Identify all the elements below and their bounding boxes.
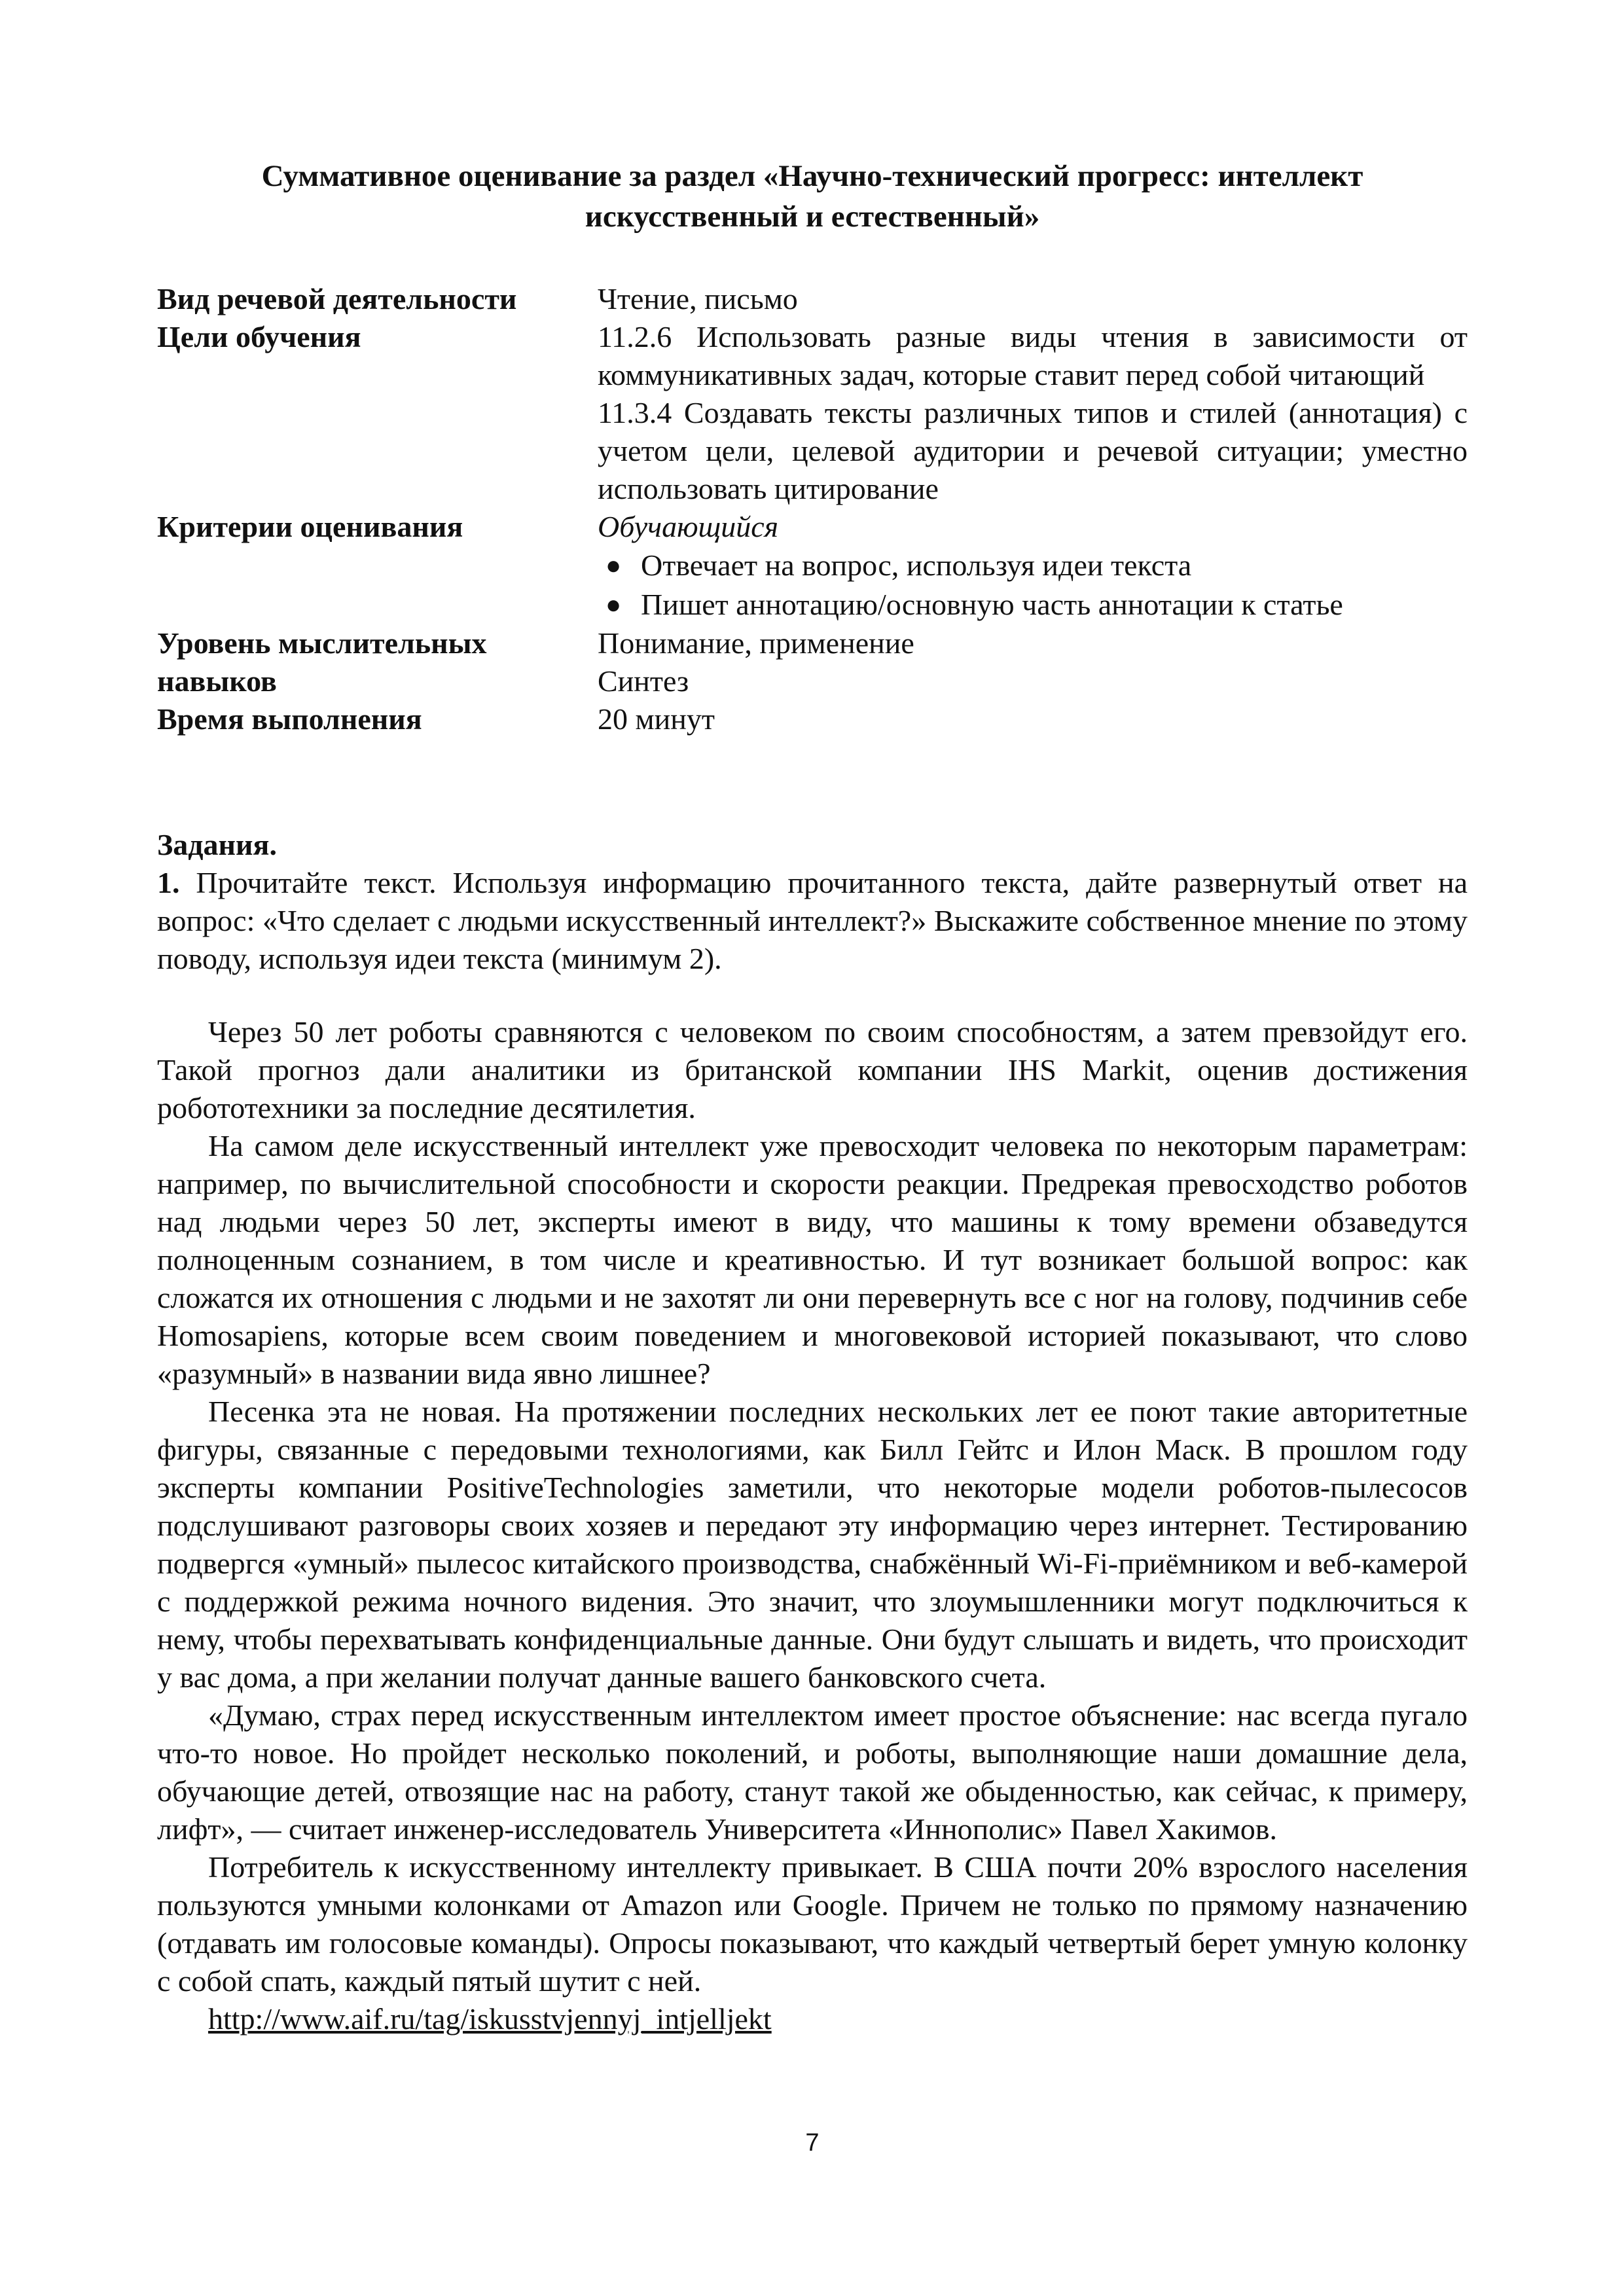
assessment-info-table <box>157 280 1468 738</box>
criteria-item-2: Пишет аннотацию/основную часть аннотации к статье <box>641 588 1343 621</box>
title-line-1: Суммативное оценивание за раздел «Научно-технический прогресс: интеллект <box>261 159 1363 193</box>
article-paragraph-4: «Думаю, страх перед искусственным интеллектом имеет простое объяснение: нас всегда пугало что-то новое. Но пройдет несколько поколений, и роботы, выполняющие наши домашние дела, обучающие детей, отвозящие нас на работу, станут такой же обыденностью, как сейчас, к примеру, лифт», — считает инженер-исследователь Университета «Иннополис» Павел Хакимов. <box>157 1698 1468 1846</box>
criteria-list <box>598 546 1468 624</box>
activity-value: Чтение, письмо <box>598 282 798 315</box>
article-paragraph-1: Через 50 лет роботы сравняются с человеком по своим способностям, а затем превзойдут его. Такой прогноз дали аналитики из британской компании IHS Markit, оценив достижения робототехники за последние десятилетия. <box>157 1015 1468 1124</box>
criteria-row <box>157 508 1468 624</box>
goals-row <box>157 318 1468 508</box>
skills-value-1: Понимание, применение <box>598 626 914 660</box>
skills-value <box>598 624 1468 700</box>
title-line-2: искусственный и естественный» <box>585 200 1040 234</box>
activity-label: Вид речевой деятельности <box>157 282 517 315</box>
bullet-icon: ● <box>605 550 622 580</box>
bullet-icon: ● <box>605 590 622 619</box>
criteria-item-1: Отвечает на вопрос, используя идеи текста <box>641 548 1192 582</box>
tasks-section <box>157 826 1468 978</box>
task-1-number: 1. <box>157 866 180 899</box>
time-label: Время выполнения <box>157 702 422 736</box>
criteria-value <box>598 508 1468 624</box>
article-paragraph-5: Потребитель к искусственному интеллекту привыкает. В США почти 20% взрослого населения пользуются умными колонками от Amazon или Google. Причем не только по прямому назначению (отдавать им голосовые команды). Опросы показывают, что каждый четвертый берет умную колонку с собой спать, каждый пятый шутит с ней. <box>157 1850 1468 1998</box>
criteria-subject: Обучающийся <box>598 510 779 543</box>
skills-row <box>157 624 1468 700</box>
article-paragraph-3: Песенка эта не новая. На протяжении последних нескольких лет ее поют такие авторитетные фигуры, связанные с передовыми технологиями, как Билл Гейтс и Илон Маск. В прошлом году эксперты компании PositiveTechnologies заметили, что некоторые модели роботов-пылесосов подслушивают разговоры своих хозяев и передают эту информацию через интернет. Тестированию подвергся «умный» пылесос китайского производства, снабжённый Wi-Fi-приёмником и веб-камерой с поддержкой режима ночного видения. Это значит, что злоумышленники могут подключиться к нему, чтобы перехватывать конфиденциальные данные. Они будут слышать и видеть, что происходит у вас дома, а при желании получат данные вашего банковского счета. <box>157 1395 1468 1694</box>
task-1-text: Прочитайте текст. Используя информацию прочитанного текста, дайте развернутый ответ на вопрос: «Что сделает с людьми искусственный интеллект?» Выскажите собственное мнение по этому поводу, используя идеи текста (минимум 2). <box>157 866 1468 975</box>
tasks-heading: Задания. <box>157 828 277 861</box>
article-text <box>157 1013 1468 2038</box>
goals-value <box>598 318 1468 508</box>
page-number: 7 <box>805 2129 820 2157</box>
goals-label: Цели обучения <box>157 320 361 353</box>
list-item <box>598 585 1468 624</box>
goal-2: 11.3.4 Создавать тексты различных типов и стилей (аннотация) с учетом цели, целевой аудитории и речевой ситуации; уместно использовать цитирование <box>598 396 1468 505</box>
skills-value-2: Синтез <box>598 664 689 698</box>
time-value: 20 минут <box>598 702 715 736</box>
source-link[interactable]: http://www.aif.ru/tag/iskusstvjennyj_intjelljekt <box>208 2002 772 2036</box>
list-item <box>598 546 1468 585</box>
goal-1: 11.2.6 Использовать разные виды чтения в зависимости от коммуникативных задач, которые ставит перед собой читающий <box>598 320 1468 391</box>
page-title <box>157 156 1468 237</box>
criteria-label: Критерии оценивания <box>157 510 463 543</box>
article-paragraph-2: На самом деле искусственный интеллект уже превосходит человека по некоторым параметрам: например, по вычислительной способности и скорости реакции. Предрекая превосходство роботов над людьми через 50 лет, эксперты имеют в виду, что машины к тому времени обзаведутся полноценным сознанием, в том числе и креативностью. И тут возникает большой вопрос: как сложатся их отношения с людьми и не захотят ли они перевернуть все с ног на голову, подчинив себе Homosapiens, которые всем своим поведением и многовековой историей показывают, что слово «разумный» в названии вида явно лишнее? <box>157 1129 1468 1390</box>
document-page <box>157 0 1468 2296</box>
time-row <box>157 700 1468 738</box>
task-1 <box>157 864 1468 978</box>
skills-label: Уровень мыслительных навыков <box>157 626 487 698</box>
activity-row <box>157 280 1468 318</box>
